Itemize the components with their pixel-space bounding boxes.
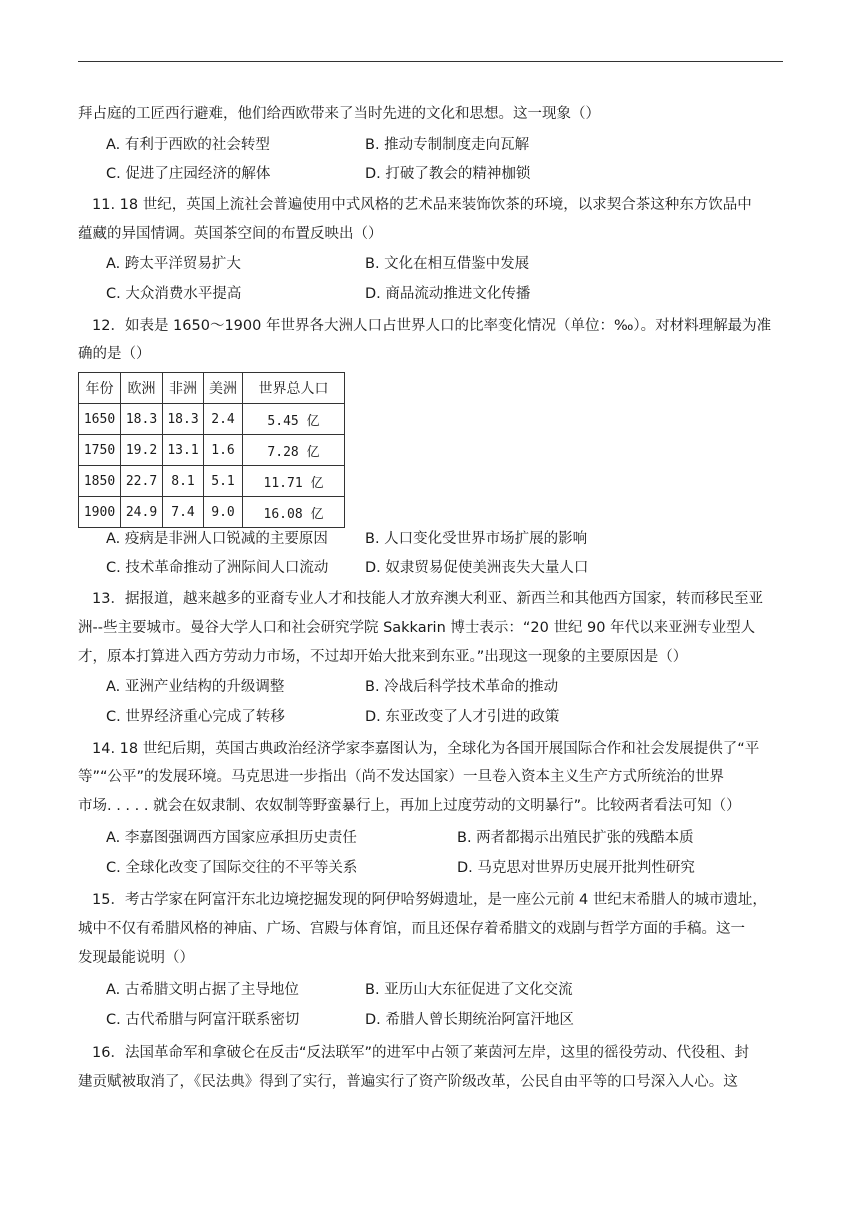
q14-option-d: D. 马克思对世界历史展开批判性研究: [457, 860, 695, 876]
q13-option-d: D. 东亚改变了人才引进的政策: [365, 709, 560, 725]
header-rule: [78, 61, 783, 62]
q14-stem-line: 市场. . . . . 就会在奴隶制、农奴制等野蛮暴行上，再加上过度劳动的文明暴行”。比较两者看法可知（）: [78, 798, 741, 814]
table-cell: 18.3: [163, 404, 204, 435]
population-table: [78, 372, 345, 528]
table-cell: 2.4: [204, 404, 243, 435]
q15-option-c: C. 古代希腊与阿富汗联系密切: [106, 1012, 300, 1028]
q10-option-a: A. 有利于西欧的社会转型: [106, 137, 270, 153]
q15-option-d: D. 希腊人曾长期统治阿富汗地区: [365, 1012, 574, 1028]
q10-option-b: B. 推动专制制度走向瓦解: [365, 137, 530, 153]
q15-stem-line: 15．考古学家在阿富汗东北边境挖掘发现的阿伊哈努姆遗址，是一座公元前 4 世纪末希腊人的城市遗址，: [92, 892, 767, 908]
table-cell: 11.71 亿: [243, 466, 345, 497]
q13-option-b: B. 冷战后科学技术革命的推动: [365, 679, 559, 695]
table-cell: 5.45 亿: [243, 404, 345, 435]
table-cell: 1900: [79, 497, 121, 528]
table-cell: 9.0: [204, 497, 243, 528]
q16-stem-line: 建贡赋被取消了，《民法典》得到了实行，普遍实行了资产阶级改革，公民自由平等的口号深入人心。这: [78, 1074, 738, 1090]
header-africa: 非洲: [163, 373, 204, 404]
q14-stem-line: 等”“公平”的发展环境。马克思进一步指出（尚不发达国家）一旦卷入资本主义生产方式所统治的世界: [78, 769, 725, 785]
q15-stem-line: 城中不仅有希腊风格的神庙、广场、宫殿与体育馆，而且还保存着希腊文的戏剧与哲学方面的手稿。这一: [78, 921, 745, 937]
q11-option-d: D. 商品流动推进文化传播: [365, 286, 531, 302]
q11-stem-line: 11. 18 世纪，英国上流社会普遍使用中式风格的艺术品来装饰饮茶的环境，以求契合茶这种东方饮品中: [92, 197, 752, 213]
q11-option-c: C. 大众消费水平提高: [106, 286, 242, 302]
table-cell: 1.6: [204, 435, 243, 466]
q10-option-c: C. 促进了庄园经济的解体: [106, 166, 271, 182]
table-cell: 24.9: [121, 497, 163, 528]
q10-stem-line: 拜占庭的工匠西行避难，他们给西欧带来了当时先进的文化和思想。这一现象（）: [78, 106, 600, 122]
q13-option-c: C. 世界经济重心完成了转移: [106, 709, 285, 725]
q14-option-a: A. 李嘉图强调西方国家应承担历史责任: [106, 830, 357, 846]
table-row: [79, 497, 345, 528]
q11-stem-line: 蕴藏的异国情调。英国茶空间的布置反映出（）: [78, 226, 383, 242]
table-cell: 1750: [79, 435, 121, 466]
q12-option-d: D. 奴隶贸易促使美洲丧失大量人口: [365, 560, 589, 576]
q14-option-c: C. 全球化改变了国际交往的不平等关系: [106, 860, 358, 876]
q14-option-b: B. 两者都揭示出殖民扩张的残酷本质: [457, 830, 694, 846]
q10-option-d: D. 打破了教会的精神枷锁: [365, 166, 531, 182]
q13-option-a: A. 亚洲产业结构的升级调整: [106, 679, 285, 695]
header-year: 年份: [79, 373, 121, 404]
q16-stem-line: 16．法国革命军和拿破仑在反击“反法联军”的进军中占领了莱茵河左岸，这里的徭役劳动、代役租、封: [92, 1045, 749, 1061]
q15-option-a: A. 古希腊文明占据了主导地位: [106, 982, 299, 998]
table-cell: 5.1: [204, 466, 243, 497]
table-cell: 1650: [79, 404, 121, 435]
table-header-row: [79, 373, 345, 404]
header-world-population: 世界总人口: [243, 373, 345, 404]
q11-option-b: B. 文化在相互借鉴中发展: [365, 256, 530, 272]
table-row: [79, 435, 345, 466]
table-cell: 8.1: [163, 466, 204, 497]
q12-stem-line: 12．如表是 1650～1900 年世界各大洲人口占世界人口的比率变化情况（单位：‰）。对材料理解最为准: [92, 318, 772, 334]
q13-stem-line: 洲--些主要城市。曼谷大学人口和社会研究学院 Sakkarin 博士表示：“20 世纪 90 年代以来亚洲专业型人: [78, 620, 756, 636]
q13-stem-line: 才，原本打算进入西方劳动力市场，不过却开始大批来到东亚。”出现这一现象的主要原因是（）: [78, 649, 688, 665]
table-row: [79, 404, 345, 435]
q12-option-a: A. 疫病是非洲人口锐减的主要原因: [106, 531, 328, 547]
table-cell: 19.2: [121, 435, 163, 466]
table-cell: 16.08 亿: [243, 497, 345, 528]
table-cell: 22.7: [121, 466, 163, 497]
q13-stem-line: 13．据报道，越来越多的亚裔专业人才和技能人才放弃澳大利亚、新西兰和其他西方国家，转而移民至亚: [92, 591, 763, 607]
q12-option-b: B. 人口变化受世界市场扩展的影响: [365, 531, 588, 547]
q12-stem-line: 确的是（）: [78, 346, 151, 362]
table-cell: 1850: [79, 466, 121, 497]
table-cell: 13.1: [163, 435, 204, 466]
q15-option-b: B. 亚历山大东征促进了文化交流: [365, 982, 573, 998]
q12-option-c: C. 技术革命推动了洲际间人口流动: [106, 560, 329, 576]
q15-stem-line: 发现最能说明（）: [78, 950, 194, 966]
table-row: [79, 466, 345, 497]
table-cell: 7.28 亿: [243, 435, 345, 466]
header-europe: 欧洲: [121, 373, 163, 404]
table-cell: 18.3: [121, 404, 163, 435]
table-cell: 7.4: [163, 497, 204, 528]
q14-stem-line: 14. 18 世纪后期，英国古典政治经济学家李嘉图认为，全球化为各国开展国际合作和社会发展提供了“平: [92, 741, 760, 757]
header-americas: 美洲: [204, 373, 243, 404]
q11-option-a: A. 跨太平洋贸易扩大: [106, 256, 241, 272]
